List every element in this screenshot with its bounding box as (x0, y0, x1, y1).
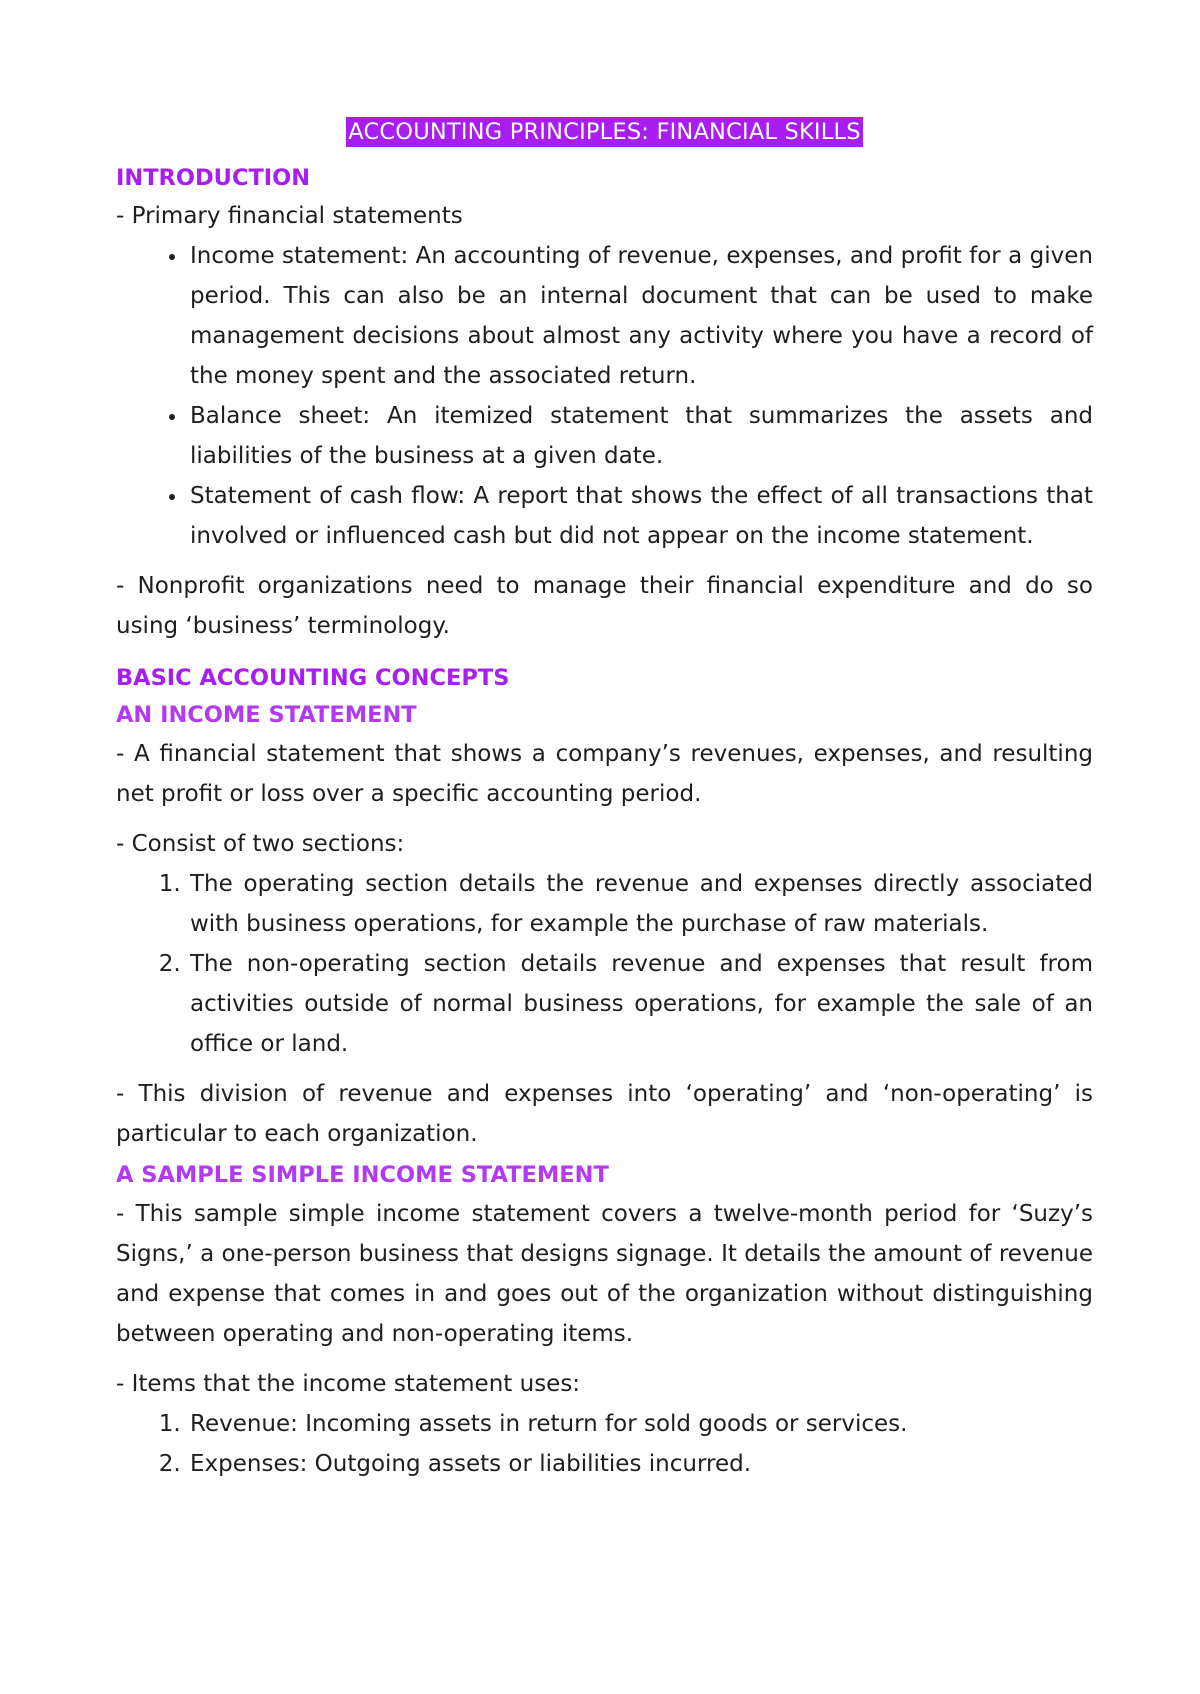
list-item: • Balance sheet: An itemized statement that summarizes the assets and liabilities of the business at a given date. (188, 396, 1093, 476)
items-list (116, 1404, 1093, 1484)
nonprofit-paragraph: - Nonprofit organizations need to manage their financial expenditure and do so using ‘business’ terminology. (116, 573, 1093, 639)
financial-statements-list (116, 236, 1093, 556)
introduction-lead: - Primary financial statements (116, 203, 463, 229)
document-title: ACCOUNTING PRINCIPLES: FINANCIAL SKILLS (348, 119, 861, 145)
division-paragraph: - This division of revenue and expenses into ‘operating’ and ‘non-operating’ is particular to each organization. (116, 1081, 1093, 1147)
income-statement-definition: - A financial statement that shows a company’s revenues, expenses, and resulting net profit or loss over a specific accounting period. (116, 741, 1093, 807)
introduction-heading: INTRODUCTION (116, 165, 311, 191)
list-item: 2. The non-operating section details revenue and expenses that result from activities outside of normal business operations, for example the sale of an office or land. (188, 944, 1093, 1064)
list-item: 1. Revenue: Incoming assets in return for sold goods or services. (188, 1404, 1093, 1444)
list-item: • Statement of cash flow: A report that shows the effect of all transactions that involved or influenced cash but did not appear on the income statement. (188, 476, 1093, 556)
basic-concepts-heading: BASIC ACCOUNTING CONCEPTS (116, 665, 510, 691)
sample-statement-heading: A SAMPLE SIMPLE INCOME STATEMENT (116, 1162, 609, 1188)
income-statement-heading: AN INCOME STATEMENT (116, 702, 417, 728)
title-wrap (116, 112, 1093, 152)
document-content (116, 112, 1093, 1484)
sections-list (116, 864, 1093, 1064)
list-item: 2. Expenses: Outgoing assets or liabilities incurred. (188, 1444, 1093, 1484)
sections-lead: - Consist of two sections: (116, 831, 405, 857)
list-item: • Income statement: An accounting of revenue, expenses, and profit for a given period. This can also be an internal document that can be used to make management decisions about almost any activity where you have a record of the money spent and the associated return. (188, 236, 1093, 396)
items-lead: - Items that the income statement uses: (116, 1371, 581, 1397)
sample-description: - This sample simple income statement covers a twelve-month period for ‘Suzy’s Signs,’ a one-person business that designs signage. It details the amount of revenue and expense that comes in and goes out of the organization without distinguishing between operating and non-operating items. (116, 1201, 1093, 1347)
list-item: 1. The operating section details the revenue and expenses directly associated with business operations, for example the purchase of raw materials. (188, 864, 1093, 944)
